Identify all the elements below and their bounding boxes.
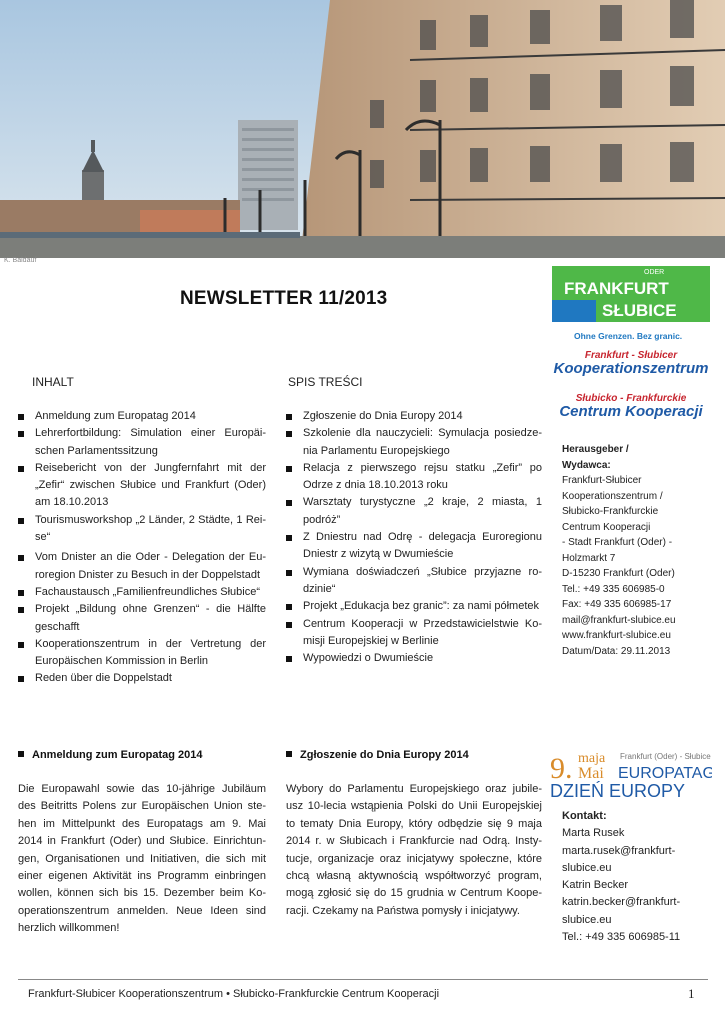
publisher-phone: Tel.: +49 335 606985-0 [562, 583, 665, 595]
kooperationszentrum-logo [552, 350, 710, 420]
europatag-mai: Mai [578, 765, 604, 782]
list-item[interactable]: Wypowiedzi o Dwumieście [286, 650, 542, 667]
list-item[interactable]: Szkolenie dla nauczycieli: Symulacja posiedze-nia Parlamentu Europejskiego [286, 425, 542, 460]
logo-oder-text: ODER [644, 269, 665, 276]
contact-phone: Tel.: +49 335 606985-11 [562, 931, 681, 944]
europatag-city: Frankfurt (Oder) - Słubice [620, 752, 711, 761]
list-item[interactable]: Z Dniestru nad Odrę - delegacja Euroregionu Dniestr z wizytą w Dwumieście [286, 529, 542, 564]
article-pl-heading: Zgłoszenie do Dnia Europy 2014 [286, 749, 469, 761]
list-item[interactable]: Projekt „Bildung ohne Grenzen“ - die Hälfte geschafft [18, 601, 266, 636]
list-item[interactable]: Kooperationszentrum in der Vertretung der Europäischen Kommission in Berlin [18, 636, 266, 671]
europatag-day: 9. [550, 752, 573, 785]
list-item[interactable]: Projekt „Edukacja bez granic”: za nami półmetek [286, 598, 542, 615]
inhalt-heading: INHALT [32, 375, 74, 389]
europatag-de: EUROPATAG [618, 765, 712, 782]
europatag-logo [550, 748, 712, 800]
publisher-label-1: Herausgeber / [562, 444, 629, 455]
article-de-text: Die Europawahl sowie das 10-jährige Jubiläum des Beitritts Polens zur Europäischen Union ste-hen im Mittelpunkt des Europatags am 9. Mai 2014 in Frankfurt (Oder) und Słubice. Einrichtun-gen, Organisationen und Initiativen, die sich mit einer eigenen Aktivität ins Programm einbringen wollen, können sich bis 15. Dezember beim Ko-operationszentrum anmelden. Neue Ideen sind herzlich willkommen! [18, 783, 266, 935]
contact-email-link[interactable]: katrin.becker@frankfurt- [562, 896, 681, 909]
list-item[interactable]: Lehrerfortbildung: Simulation einer Europäi-schen Parlamentssitzung [18, 425, 266, 460]
europatag-pl: DZIEŃ EUROPY [550, 781, 686, 800]
list-item[interactable]: Tourismusworkshop „2 Länder, 2 Städte, 1 Rei-se“ [18, 512, 266, 547]
inhalt-list [18, 408, 266, 688]
list-item[interactable]: Relacja z pierwszego rejsu statku „Zefir” po Odrze z dnia 18.10.2013 roku [286, 460, 542, 495]
list-item[interactable]: Wymiana doświadczeń „Słubice przyjazne ro-dzinie“ [286, 564, 542, 599]
publisher-website-link[interactable]: www.frankfurt-slubice.eu [562, 630, 671, 641]
footer-text: Frankfurt-Słubicer Kooperationszentrum • Słubicko-Frankfurckie Centrum Kooperacji [28, 988, 440, 1000]
city-street-photo [0, 0, 725, 258]
publisher-label-2: Wydawca: [562, 459, 611, 471]
contact-info [562, 808, 712, 946]
publisher-line: - Stadt Frankfurt (Oder) - [562, 537, 673, 548]
article-pl-text: Wybory do Parlamentu Europejskiego oraz jubile-usz 10-lecia wstąpienia Polski do Unii Europejskiej to tematy Dnia Europy, który odbędzie się 9 maja 2014 r. w Słubicach i Frankfurcie nad Odrą. Insty-tucje, organizacje oraz inicjatywy społeczne, które chcą własną aktywnością współtworzyć program, mogą zgłosić się do 15 grudnia w Centrum Koope-racji. Czekamy na Państwa pomysły i inicjatywy. [286, 783, 542, 917]
publisher-line: Centrum Kooperacji [562, 521, 651, 533]
contact-email-link[interactable]: slubice.eu [562, 861, 612, 874]
list-item[interactable]: Fachaustausch „Familienfreundliches Słubice“ [18, 584, 266, 601]
list-item[interactable]: Warsztaty turystyczne „2 kraje, 2 miasta, 1 podróż” [286, 494, 542, 529]
publisher-line: Holzmarkt 7 [562, 552, 616, 564]
publisher-fax: Fax: +49 335 606985-17 [562, 599, 672, 610]
list-item[interactable]: Anmeldung zum Europatag 2014 [18, 408, 266, 425]
publisher-date: Datum/Data: 29.11.2013 [562, 645, 671, 657]
page-number: 1 [688, 986, 695, 1001]
kz-de-big: Kooperationszentrum [553, 360, 709, 377]
article-de-heading: Anmeldung zum Europatag 2014 [18, 749, 203, 761]
publisher-email-link[interactable]: mail@frankfurt-slubice.eu [562, 614, 676, 626]
europatag-maja: maja [578, 751, 606, 766]
publisher-line: Słubicko-Frankfurckie [562, 506, 659, 517]
logo-frankfurt-text: FRANKFURT [564, 279, 669, 298]
kz-de-small: Frankfurt - Słubicer [584, 350, 678, 361]
list-item[interactable]: Zgłoszenie do Dnia Europy 2014 [286, 408, 542, 425]
list-item[interactable]: Centrum Kooperacji w Przedstawicielstwie Ko-misji Europejskiej w Berlinie [286, 616, 542, 651]
footer-divider [18, 979, 708, 980]
contact-email-link[interactable]: slubice.eu [562, 913, 612, 926]
contact-email-link[interactable]: marta.rusek@frankfurt- [562, 844, 676, 857]
frankfurt-slubice-logo [552, 262, 710, 344]
publisher-line: Kooperationszentrum / [562, 490, 663, 502]
list-item[interactable]: Reden über die Doppelstadt [18, 670, 266, 687]
photo-credit: K. Baldauf [4, 257, 37, 264]
header-photo [0, 0, 725, 258]
publisher-line: D-15230 Frankfurt (Oder) [562, 568, 675, 579]
contact-label: Kontakt: [562, 810, 607, 822]
contact-name: Marta Rusek [562, 827, 625, 840]
list-item[interactable]: Vom Dnister an die Oder - Delegation der Eu-roregion Dnister zu Besuch in der Doppelstadt [18, 546, 266, 584]
logo-slubice-text: SŁUBICE [602, 301, 677, 320]
spis-heading: SPIS TREŚCI [288, 375, 363, 389]
publisher-line: Frankfurt-Słubicer [562, 475, 642, 486]
kz-pl-small: Słubicko - Frankfurckie [575, 393, 687, 404]
newsletter-title: NEWSLETTER 11/2013 [180, 288, 388, 309]
contact-name: Katrin Becker [562, 879, 629, 892]
logo-tagline: Ohne Grenzen. Bez granic. [574, 331, 683, 341]
list-item[interactable]: Reisebericht von der Jungfernfahrt mit der „Zefir“ zwischen Słubice und Frankfurt (Oder) am 18.10.2013 [18, 460, 266, 512]
kz-pl-big: Centrum Kooperacji [559, 403, 703, 420]
publisher-info [562, 442, 712, 659]
spis-list [286, 408, 542, 667]
